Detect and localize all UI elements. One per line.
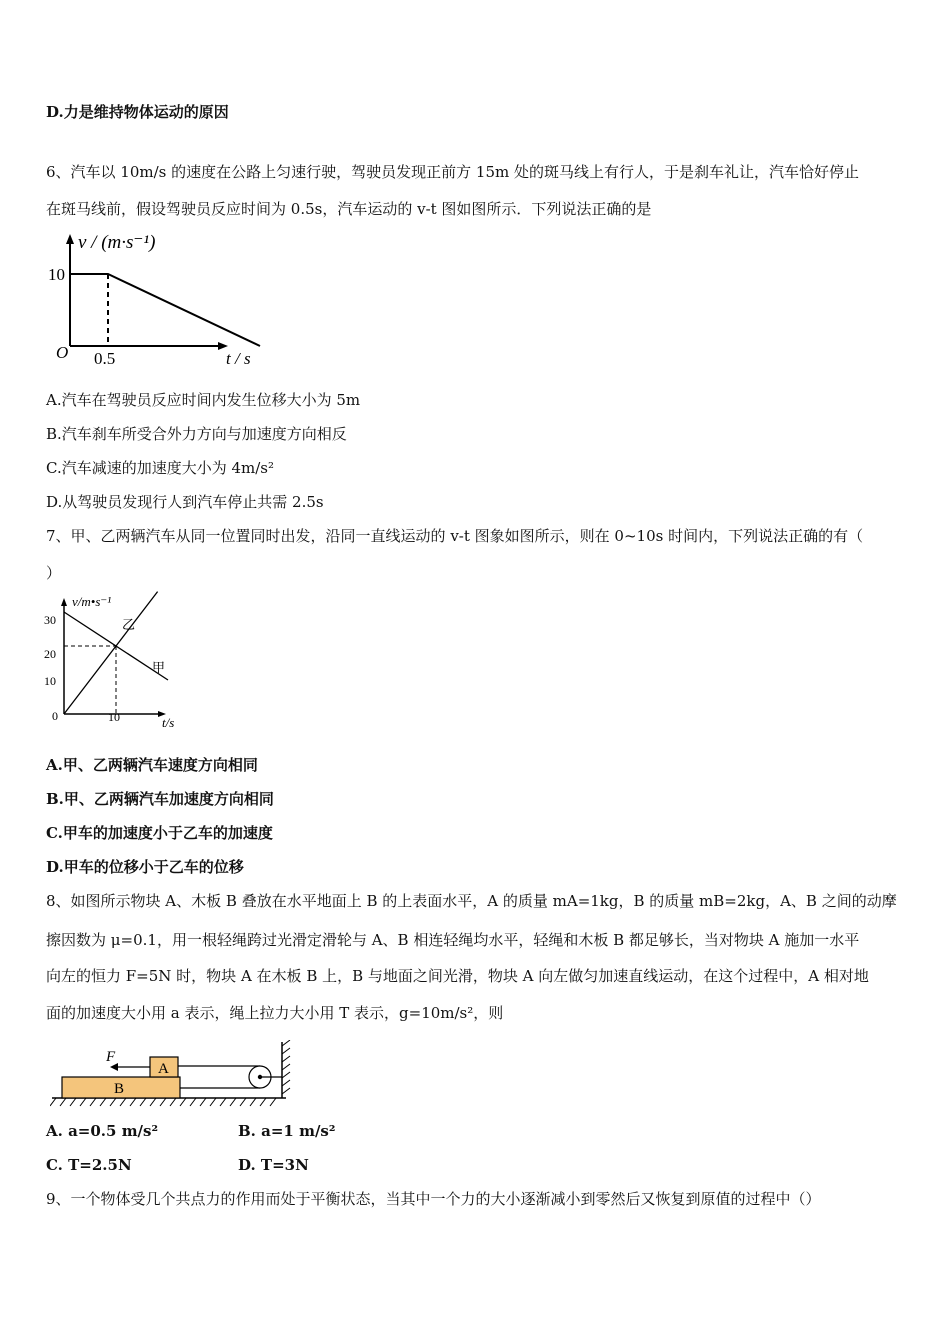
q6-stem-line2: 在斑马线前，假设驾驶员反应时间为 0.5s，汽车运动的 v-t 图如图所示．下列说法正确的是 (46, 200, 652, 218)
q8-stem-line1: 8、如图所示物块 A、木板 B 叠放在水平地面上 B 的上表面水平，A 的质量 mA=1kg，B 的质量 mB=2kg，A、B 之间的动摩 (46, 892, 897, 910)
q6-option-d: D.从驾驶员发现行人到汽车停止共需 2.5s (46, 493, 324, 511)
pulley-axle (258, 1075, 262, 1079)
q7-stem-line1: 7、甲、乙两辆汽车从同一位置同时出发，沿同一直线运动的 v-t 图象如图所示，则在 0~10s 时间内，下列说法正确的有（ (46, 527, 864, 545)
q8-option-a: A. a=0.5 m/s² (46, 1122, 159, 1140)
q8-stem-line4: 面的加速度大小用 a 表示，绳上拉力大小用 T 表示，g=10m/s²，则 (46, 1004, 504, 1022)
q7-stem-line2: ） (46, 564, 62, 582)
q6-x-tick-0.5: 0.5 (94, 349, 116, 368)
q6-option-c: C.汽车减速的加速度大小为 4m/s² (46, 459, 275, 477)
q7-y-arrow (61, 598, 67, 606)
q7-origin: 0 (52, 709, 58, 723)
q7-option-b: B.甲、乙两辆汽车加速度方向相同 (46, 790, 274, 808)
q8-option-b: B. a=1 m/s² (238, 1122, 336, 1140)
q6-option-b: B.汽车刹车所受合外力方向与加速度方向相反 (46, 425, 347, 443)
q6-vt-graph (48, 228, 268, 374)
q7-option-a: A.甲、乙两辆汽车速度方向相同 (46, 756, 258, 774)
q5-option-d: D.力是维持物体运动的原因 (46, 103, 229, 121)
q7-y-tick-20: 20 (44, 647, 56, 661)
q6-origin: O (56, 343, 69, 362)
q8-option-c: C. T=2.5N (46, 1156, 132, 1174)
label-a: A (158, 1061, 169, 1077)
ground-hatching (50, 1098, 276, 1106)
q8-stem-line3: 向左的恒力 F=5N 时，物块 A 在木板 B 上，B 与地面之间光滑，物块 A 向左做匀加速直线运动，在这个过程中，A 相对地 (46, 967, 869, 985)
q7-label-yi: 乙 (122, 617, 136, 632)
q6-y-label: v / (m·s⁻¹) (78, 232, 156, 253)
label-b: B (114, 1081, 125, 1097)
label-f: F (106, 1049, 116, 1065)
q7-y-label: v/m•s⁻¹ (72, 594, 112, 609)
q6-velocity-line (70, 274, 260, 346)
q6-y-arrow (66, 234, 74, 244)
q6-y-tick-10: 10 (48, 265, 65, 284)
q6-option-a: A.汽车在驾驶员反应时间内发生位移大小为 5m (46, 391, 361, 409)
q8-option-d: D. T=3N (238, 1156, 309, 1174)
q7-option-c: C.甲车的加速度小于乙车的加速度 (46, 824, 273, 842)
q8-pulley-figure (50, 1040, 300, 1116)
q9-stem-line1: 9、一个物体受几个共点力的作用而处于平衡状态，当其中一个力的大小逐渐减小到零然后又恢复到原值的过程中（） (46, 1190, 821, 1208)
q7-label-jia: 甲 (152, 660, 166, 675)
q7-vt-graph (44, 590, 194, 734)
q7-series-yi (64, 592, 158, 714)
q6-x-label: t / s (226, 349, 251, 368)
q7-x-tick-10: 10 (108, 710, 120, 724)
q8-stem-line2: 擦因数为 μ=0.1，用一根轻绳跨过光滑定滑轮与 A、B 相连轻绳均水平，轻绳和木板 B 都足够长，当对物块 A 施加一水平 (46, 931, 860, 949)
q7-x-label: t/s (162, 715, 175, 730)
q7-y-tick-10: 10 (44, 674, 56, 688)
q6-stem-line1: 6、汽车以 10m/s 的速度在公路上匀速行驶，驾驶员发现正前方 15m 处的斑马线上有行人，于是刹车礼让，汽车恰好停止 (46, 163, 859, 181)
q7-option-d: D.甲车的位移小于乙车的位移 (46, 858, 244, 876)
q7-y-tick-30: 30 (44, 613, 56, 627)
wall-hatching (282, 1040, 290, 1094)
